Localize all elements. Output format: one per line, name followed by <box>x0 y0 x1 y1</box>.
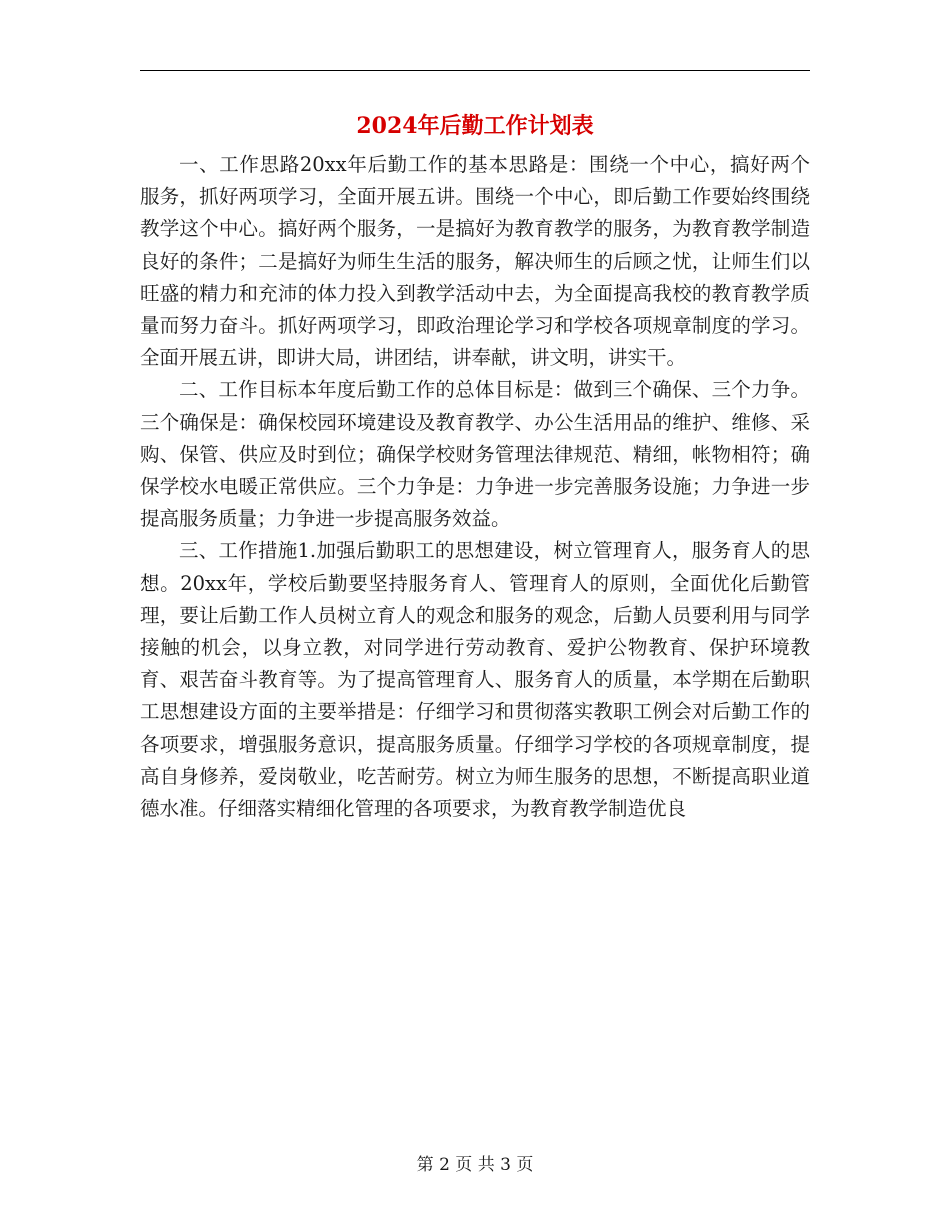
paragraph-work-measures: 三、工作措施1.加强后勤职工的思想建设，树立管理育人，服务育人的思想。20xx年，学校后勤要坚持服务育人、管理育人的原则，全面优化后勤管理，要让后勤工作人员树立育人的观念和服务的观念，后勤人员要利用与同学接触的机会，以身立教，对同学进行劳动教育、爱护公物教育、保护环境教育、艰苦奋斗教育等。为了提高管理育人、服务育人的质量，本学期在后勤职工思想建设方面的主要举措是：仔细学习和贯彻落实教职工例会对后勤工作的各项要求，增强服务意识，提高服务质量。仔细学习学校的各项规章制度，提高自身修养，爱岗敬业，吃苦耐劳。树立为师生服务的思想，不断提高职业道德水准。仔细落实精细化管理的各项要求，为教育教学制造优良 <box>140 539 810 821</box>
document-body <box>140 149 810 825</box>
paragraph-work-approach: 一、工作思路20xx年后勤工作的基本思路是：围绕一个中心，搞好两个服务，抓好两项学习，全面开展五讲。围绕一个中心，即后勤工作要始终围绕教学这个中心。搞好两个服务，一是搞好为教育教学的服务，为教育教学制造良好的条件；二是搞好为师生生活的服务，解决师生的后顾之忧，让师生们以旺盛的精力和充沛的体力投入到教学活动中去，为全面提高我校的教育教学质量而努力奋斗。抓好两项学习，即政治理论学习和学校各项规章制度的学习。全面开展五讲，即讲大局，讲团结，讲奉献，讲文明，讲实干。 <box>140 153 810 370</box>
document-title: 2024年后勤工作计划表 <box>356 113 594 139</box>
page-number: 第 2 页 共 3 页 <box>416 1155 534 1175</box>
header-rule <box>140 70 810 71</box>
paragraph-work-goals: 二、工作目标本年度后勤工作的总体目标是：做到三个确保、三个力争。三个确保是：确保校园环境建设及教育教学、办公生活用品的维护、维修、采购、保管、供应及时到位；确保学校财务管理法律规范、精细，帐物相符；确保学校水电暖正常供应。三个力争是：力争进一步完善服务设施；力争进一步提高服务质量；力争进一步提高服务效益。 <box>140 378 810 531</box>
